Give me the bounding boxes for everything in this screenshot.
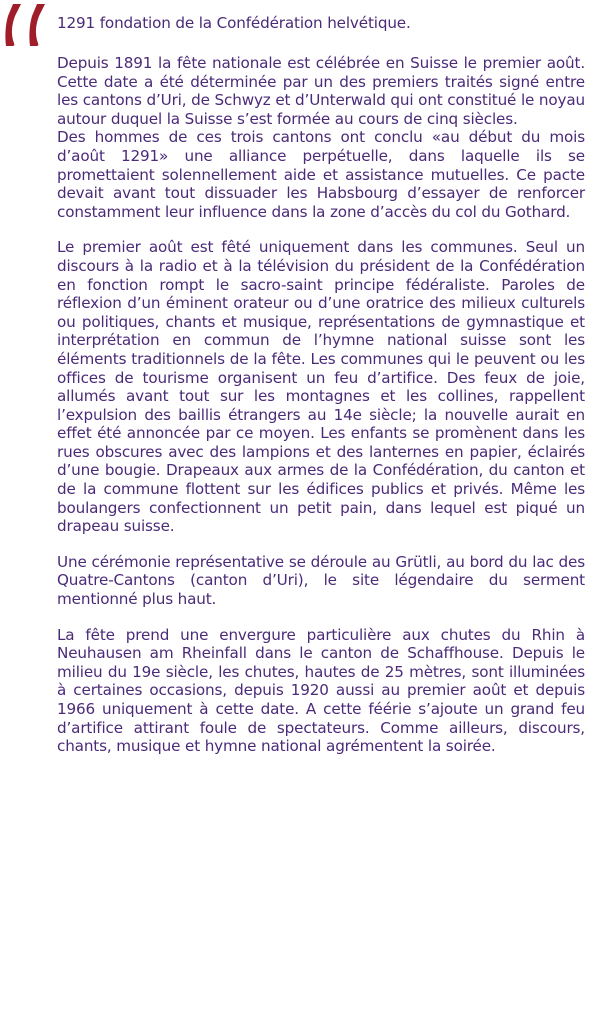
paragraph-spacer: [57, 609, 585, 626]
paragraph-3: Le premier août est fêté uniquement dans les communes. Seul un discours à la radio et à la télévision du président de la Confédération en fonction rompt le sacro-saint principe fédéraliste. Paroles de réflexion d’un éminent orateur ou d’une oratrice des milieux culturels ou politiques, chants et musique, représentations de gymnastique et interprétation en commun de l’hymne national suisse sont les éléments traditionnels de la fête. Les communes qui le peuvent ou les offices de tourisme organisent un feu d’artifice. Des feux de joie, allumés avant tout sur les montagnes et les collines, rappellent l’expulsion des baillis étrangers au 14e siècle; la nouvelle aurait en effet été annoncée par ce moyen. Les enfants se promènent dans les rues obscures avec des lampions et des lanternes en papier, éclairés d’une bougie. Drapeaux aux armes de la Confédération, du canton et de la commune flottent sur les édifices publics et privés. Même les boulangers confectionnent un petit pain, dans lequel est piqué un drapeau suisse.: [57, 238, 585, 536]
quote-mark-icon: [4, 4, 48, 46]
paragraph-5: La fête prend une envergure particulière aux chutes du Rhin à Neuhausen am Rheinfall dans le canton de Schaffhouse. Depuis le milieu du 19e siècle, les chutes, hautes de 25 mètres, sont illuminées à certaines occasions, depuis 1920 aussi au premier août et depuis 1966 uniquement à cette date. A cette féérie s’ajoute un grand feu d’artifice attirant foule de spectateurs. Comme ailleurs, discours, chants, musique et hymne national agrémentent la soirée.: [57, 625, 585, 756]
paragraph-spacer: [57, 221, 585, 238]
paragraph-4: Une cérémonie représentative se déroule au Grütli, au bord du lac des Quatre-Cantons (canton d’Uri), le site légendaire du serment mentionné plus haut.: [57, 552, 585, 609]
lead-heading: 1291 fondation de la Confédération helvétique.: [57, 14, 411, 32]
paragraph-spacer: [57, 536, 585, 553]
paragraph-2: Des hommes de ces trois cantons ont conclu «au début du mois d’août 1291» une alliance perpétuelle, dans laquelle ils se promettaient solennellement aide et assistance mutuelles. Ce pacte devait avant tout dissuader les Habsbourg d’essayer de renforcer constamment leur influence dans la zone d’accès du col du Gothard.: [57, 128, 585, 221]
article-body: [57, 12, 585, 756]
paragraph-1: Depuis 1891 la fête nationale est célébrée en Suisse le premier août. Cette date a été déterminée par un des premiers traités signé entre les cantons d’Uri, de Schwyz et d’Unterwald qui ont constitué le noyau autour duquel la Suisse s’est formée au cours de cinq siècles.: [57, 54, 585, 128]
